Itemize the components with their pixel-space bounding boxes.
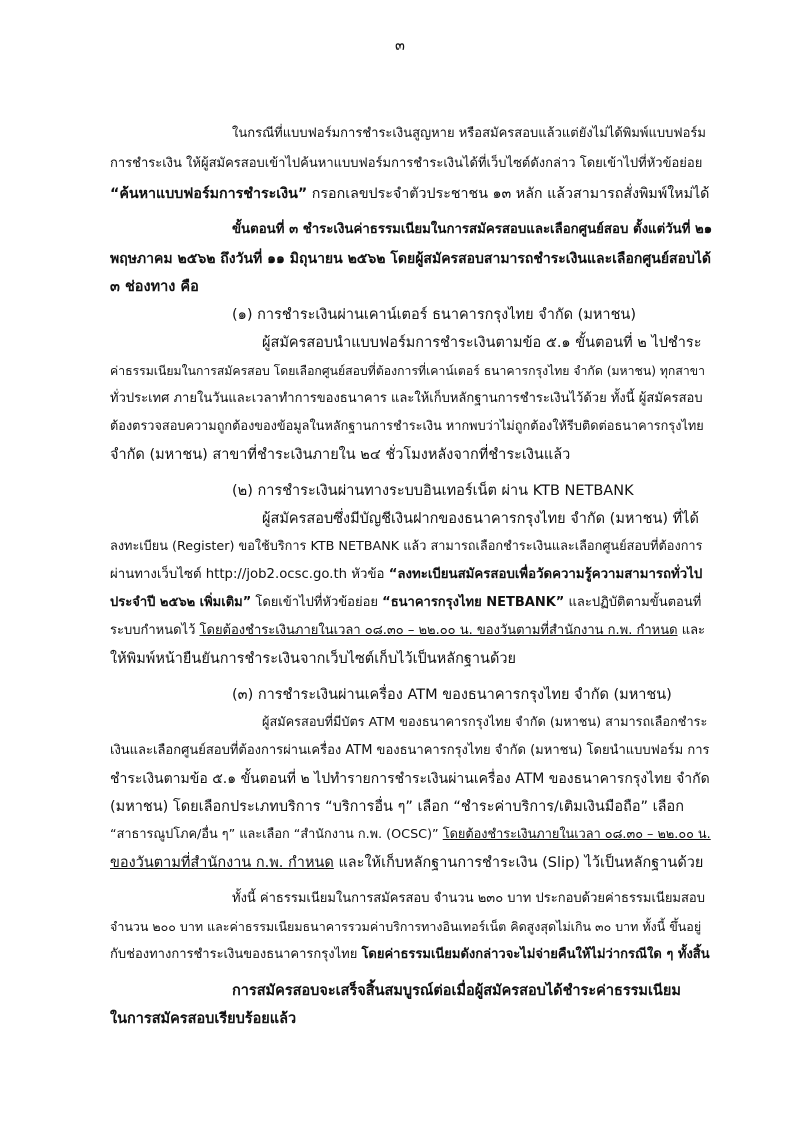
channel1-line4: ต้องตรวจสอบความถูกต้องของข้อมูลในหลักฐานการชำระเงิน หากพบว่าไม่ถูกต้องให้รีบติดต่อธนาคารกรุงไทย [110, 419, 704, 434]
channel3-line5 [110, 825, 711, 845]
channel1-line1: ผู้สมัครสอบนำแบบฟอร์มการชำระเงินตามข้อ ๕.๑ ขั้นตอนที่ ๒ ไปชำระ [262, 335, 702, 351]
para1-line3-rest: กรอกเลขประจำตัวประชาชน ๑๓ หลัก แล้วสามารถสั่งพิมพ์ใหม่ได้ [307, 186, 710, 202]
para1-line1: ในกรณีที่แบบฟอร์มการชำระเงินสูญหาย หรือสมัครสอบแล้วแต่ยังไม่ได้พิมพ์แบบฟอร์ม [232, 126, 706, 141]
step3-line2: พฤษภาคม ๒๕๖๒ ถึงวันที่ ๑๑ มิถุนายน ๒๕๖๒ โดยผู้สมัครสอบสามารถชำระเงินและเลือกศูนย์สอบได้ [110, 251, 712, 267]
channel2-heading: (๒) การชำระเงินผ่านทางระบบอินเทอร์เน็ต ผ่าน KTB NETBANK [232, 483, 634, 499]
channel3-slip-text: และให้เก็บหลักฐานการชำระเงิน (Slip) ไว้เป็นหลักฐานด้วย [333, 855, 704, 871]
channel2-topic-bold-cont: ประจำปี ๒๕๖๒ เพิ่มเติม” [110, 595, 252, 610]
fee-line3 [110, 945, 710, 965]
channel2-line1: ผู้สมัครสอบซึ่งมีบัญชีเงินฝากของธนาคารกรุงไทย จำกัด (มหาชน) ที่ได้ [262, 511, 699, 527]
para1-bold-topic: “ค้นหาแบบฟอร์มการชำระเงิน” [110, 186, 308, 202]
fee-nonrefundable-bold: โดยค่าธรรมเนียมดังกล่าวจะไม่จ่ายคืนให้ไม่ว่ากรณีใด ๆ ทั้งสิ้น [361, 947, 710, 962]
channel2-line6: ให้พิมพ์หน้ายืนยันการชำระเงินจากเว็บไซต์เก็บไว้เป็นหลักฐานด้วย [110, 651, 517, 667]
channel2-line4 [110, 593, 701, 613]
step3-line3: ๓ ช่องทาง คือ [110, 279, 199, 295]
channel3-time-underlined: โดยต้องชำระเงินภายในเวลา ๐๘.๓๐ – ๒๒.๐๐ น. [442, 827, 711, 842]
channel3-line3: ชำระเงินตามข้อ ๕.๑ ขั้นตอนที่ ๒ ไปทำรายการชำระเงินผ่านเครื่อง ATM ของธนาคารกรุงไทย จำกัด [110, 771, 710, 787]
step3-line1: ขั้นตอนที่ ๓ ชำระเงินค่าธรรมเนียมในการสมัครสอบและเลือกศูนย์สอบ ตั้งแต่วันที่ ๒๑ [232, 222, 713, 237]
fee-line1: ทั้งนี้ ค่าธรรมเนียมในการสมัครสอบ จำนวน ๒๓๐ บาท ประกอบด้วยค่าธรรมเนียมสอบ [232, 891, 705, 906]
channel2-website-text: ผ่านทางเว็บไซต์ http://job2.ocsc.go.th หัวข้อ [110, 567, 389, 582]
channel2-line5 [110, 621, 705, 641]
channel2-line2: ลงทะเบียน (Register) ขอใช้บริการ KTB NETBANK แล้ว สามารถเลือกชำระเงินและเลือกศูนย์สอบที่ต้องการ [110, 539, 703, 554]
channel3-line6 [110, 853, 703, 873]
channel2-netbank-bold: “ธนาคารกรุงไทย NETBANK” [382, 595, 565, 610]
channel2-and-text: และ [677, 623, 706, 638]
final-line1: การสมัครสอบจะเสร็จสิ้นสมบูรณ์ต่อเมื่อผู้สมัครสอบได้ชำระค่าธรรมเนียม [232, 983, 681, 999]
para1-line2: การชำระเงิน ให้ผู้สมัครสอบเข้าไปค้นหาแบบฟอร์มการชำระเงินได้ที่เว็บไซต์ดังกล่าว โดยเข้าไปที่หัวข้อย่อย [110, 156, 703, 171]
channel2-system-text: ระบบกำหนดไว้ [110, 623, 200, 638]
channel3-line4: (มหาชน) โดยเลือกประเภทบริการ “บริการอื่น ๆ” เลือก “ชำระค่าบริการ/เติมเงินมือถือ” เลือก [110, 799, 685, 815]
channel2-subtopic-text: โดยเข้าไปที่หัวข้อย่อย [251, 595, 383, 610]
channel2-time-underlined: โดยต้องชำระเงินภายในเวลา ๐๘.๓๐ – ๒๒.๐๐ น. ของวันตามที่สำนักงาน ก.พ. กำหนด [199, 623, 678, 638]
channel3-line1: ผู้สมัครสอบที่มีบัตร ATM ของธนาคารกรุงไทย จำกัด (มหาชน) สามารถเลือกชำระ [262, 715, 708, 730]
channel3-heading: (๓) การชำระเงินผ่านเครื่อง ATM ของธนาคารกรุงไทย จำกัด (มหาชน) [232, 687, 672, 703]
page-number: ๓ [395, 38, 405, 54]
channel3-line2: เงินและเลือกศูนย์สอบที่ต้องการผ่านเครื่อง ATM ของธนาคารกรุงไทย จำกัด (มหาชน) โดยนำแบบฟอร์ม การ [110, 743, 710, 758]
channel3-service-text: “สาธารณูปโภค/อื่น ๆ” และเลือก “สำนักงาน ก.พ. (OCSC)” [110, 827, 443, 842]
channel2-line3 [110, 565, 702, 585]
channel2-topic-bold: “ลงทะเบียนสมัครสอบเพื่อวัดความรู้ความสามารถทั่วไป [388, 567, 703, 582]
channel3-date-underlined: ของวันตามที่สำนักงาน ก.พ. กำหนด [110, 855, 334, 871]
fee-line2: จำนวน ๒๐๐ บาท และค่าธรรมเนียมธนาคารรวมค่าบริการทางอินเทอร์เน็ต คิดสูงสุดไม่เกิน ๓๐ บาท ทั้งนี้ ขึ้นอยู่ [110, 919, 702, 934]
channel1-line3: ทั่วประเทศ ภายในวันและเวลาทำการของธนาคาร และให้เก็บหลักฐานการชำระเงินไว้ด้วย ทั้งนี้ ผู้สมัครสอบ [110, 391, 703, 406]
final-line2: ในการสมัครสอบเรียบร้อยแล้ว [110, 1011, 297, 1027]
para1-line3 [110, 184, 709, 204]
channel2-steps-text: และปฏิบัติตามขั้นตอนที่ [564, 595, 702, 610]
channel1-line2: ค่าธรรมเนียมในการสมัครสอบ โดยเลือกศูนย์สอบที่ต้องการที่เคาน์เตอร์ ธนาคารกรุงไทย จำกัด (มหาชน) ทุกสาขา [110, 364, 705, 378]
channel1-heading: (๑) การชำระเงินผ่านเคาน์เตอร์ ธนาคารกรุงไทย จำกัด (มหาชน) [232, 307, 636, 323]
fee-channel-text: กับช่องทางการชำระเงินของธนาคารกรุงไทย [110, 947, 362, 962]
channel1-line5: จำกัด (มหาชน) สาขาที่ชำระเงินภายใน ๒๔ ชั่วโมงหลังจากที่ชำระเงินแล้ว [110, 447, 571, 463]
